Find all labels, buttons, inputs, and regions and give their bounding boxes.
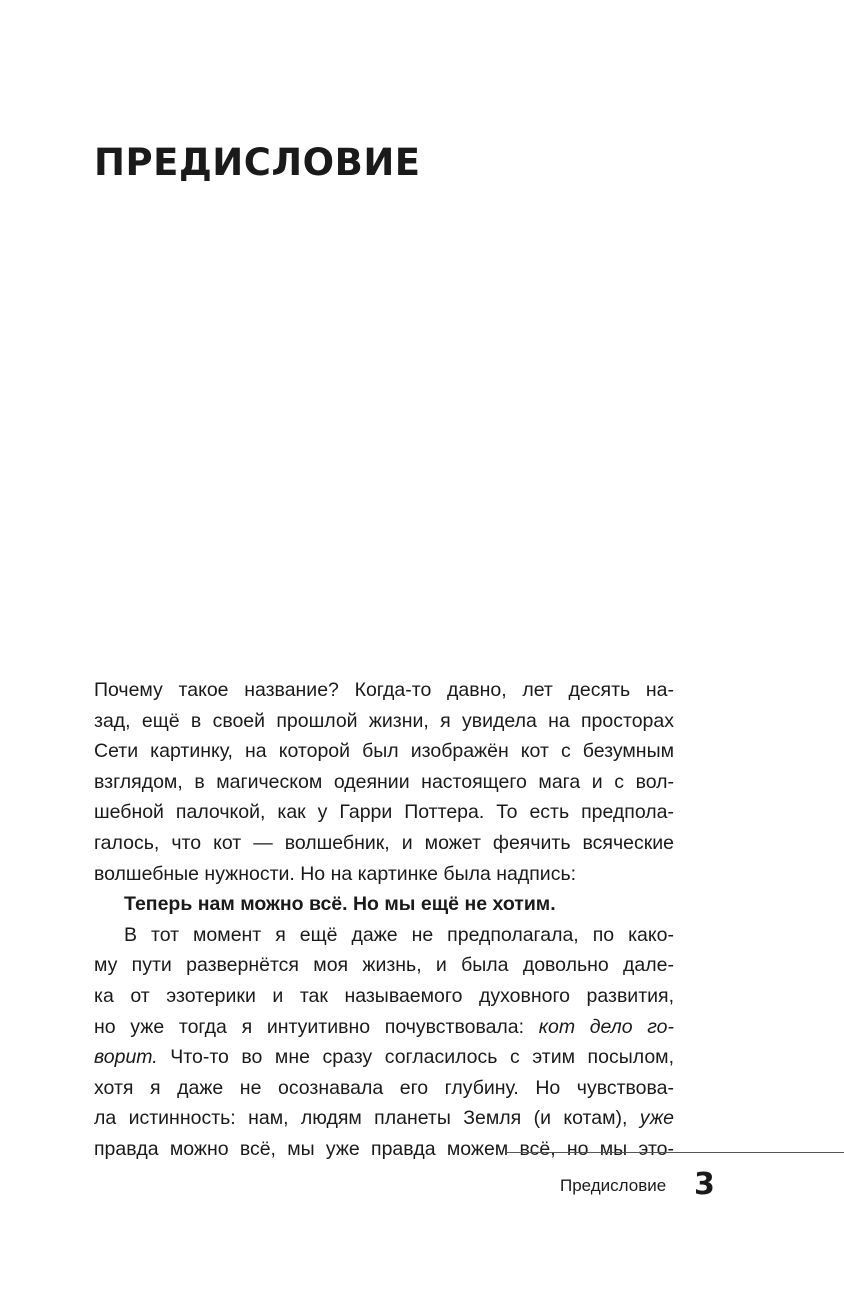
body-text	[94, 675, 674, 1165]
bold-quote: Теперь нам можно всё. Но мы ещё не хотим.	[124, 893, 556, 916]
page-number: 3	[694, 1167, 715, 1202]
text-line	[94, 1012, 674, 1043]
text-line	[94, 1042, 674, 1073]
italic-phrase: кот дело го-	[538, 1015, 674, 1038]
text-segment: но уже тогда я интуитивно почувствовала:	[94, 1015, 539, 1038]
text-line: ка от эзотерики и так называемого духовного развития,	[94, 984, 674, 1007]
footer-rule	[506, 1152, 844, 1153]
running-head: Предисловие	[560, 1176, 667, 1195]
text-line: правда можно всё, мы уже правда можем всё, но мы это-	[94, 1137, 674, 1160]
text-line: галось, что кот — волшебник, и может феячить всяческие	[94, 831, 674, 854]
italic-phrase: ворит.	[94, 1046, 158, 1069]
text-line: зад, ещё в своей прошлой жизни, я увидела на просторах	[94, 709, 674, 732]
text-line	[94, 1103, 674, 1134]
text-line: волшебные нужности. Но на картинке была надпись:	[94, 862, 577, 885]
text-line: Почему такое название? Когда-то давно, лет десять на-	[94, 679, 674, 701]
text-line: хотя я даже не осознавала его глубину. Но чувствова-	[94, 1076, 674, 1099]
text-line: Сети картинку, на которой был изображён кот с безумным	[94, 740, 674, 763]
chapter-title: ПРЕДИСЛОВИЕ	[94, 141, 421, 184]
text-line: шебной палочкой, как у Гарри Поттера. То есть предпола-	[94, 801, 674, 824]
text-line: му пути развернётся моя жизнь, и была довольно дале-	[94, 954, 674, 977]
text-segment: ла истинность: нам, людям планеты Земля (и котам),	[94, 1107, 640, 1130]
italic-phrase: уже	[639, 1107, 674, 1130]
text-line: взглядом, в магическом одеянии настоящего мага и с вол-	[94, 770, 674, 793]
text-line: В тот момент я ещё даже не предполагала, по како-	[124, 923, 674, 946]
text-segment: Что-то во мне сразу согласилось с этим посылом,	[157, 1046, 674, 1069]
